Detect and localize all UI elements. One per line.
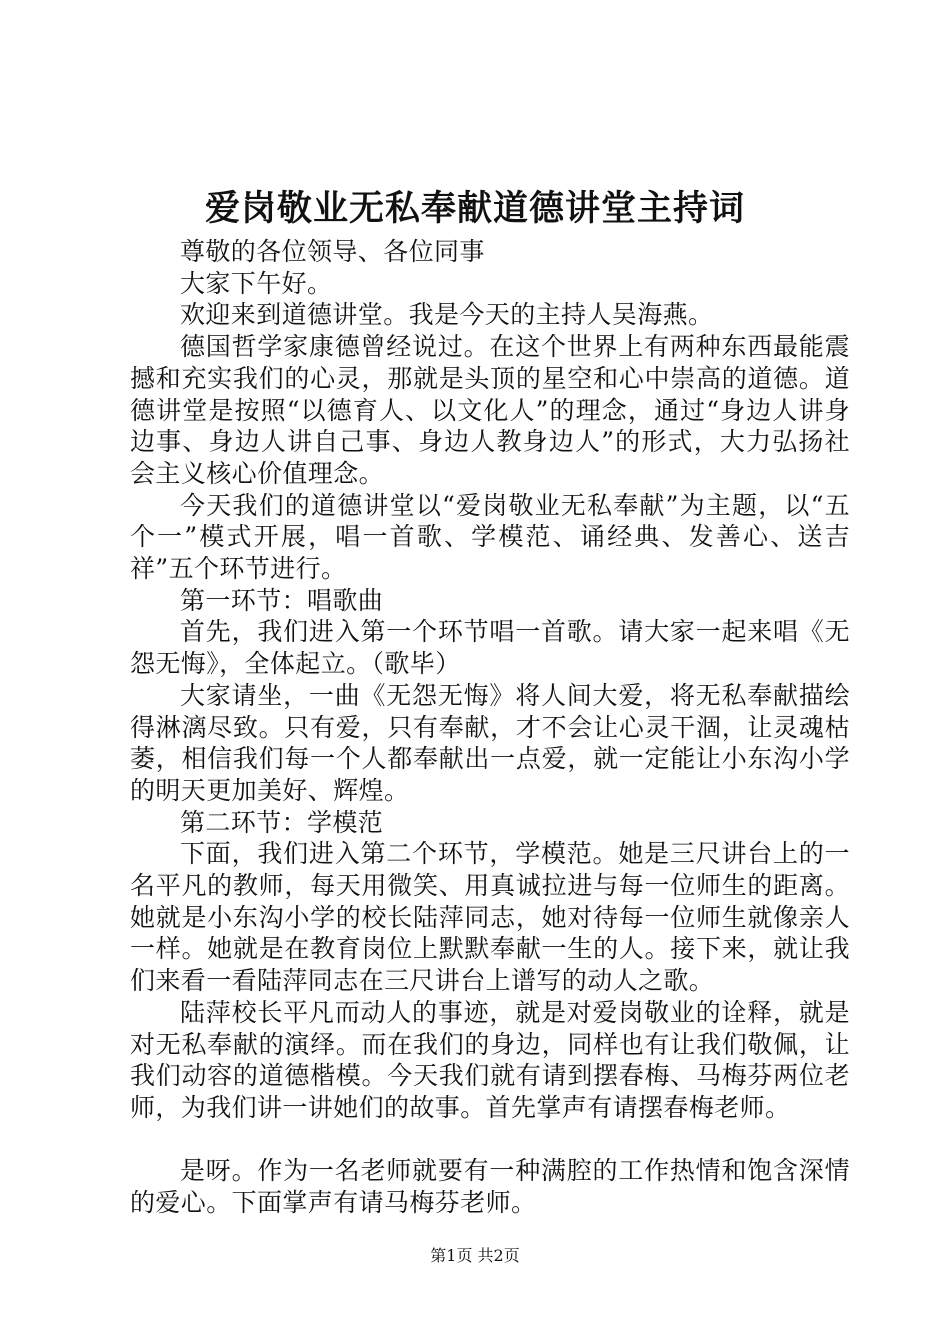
paragraph-song-intro: 首先，我们进入第一个环节唱一首歌。请大家一起来唱《无怨无悔》，全体起立。（歌毕） <box>130 617 850 679</box>
paragraph-welcome: 欢迎来到道德讲堂。我是今天的主持人吴海燕。 <box>180 300 714 330</box>
paragraph-theme: 今天我们的道德讲堂以“爱岗敬业无私奉献”为主题，以“五个一”模式开展，唱一首歌、学模范、诵经典、发善心、送吉祥”五个环节进行。 <box>130 490 850 584</box>
page-number-footer: 第1页 共2页 <box>430 1246 520 1265</box>
paragraph-song-after: 大家请坐，一曲《无怨无悔》将人间大爱，将无私奉献描绘得淋漓尽致。只有爱，只有奉献，才不会让心灵干涸，让灵魂枯萎，相信我们每一个人都奉献出一点爱，就一定能让小东沟小学的明天更加美好、辉煌。 <box>130 680 850 805</box>
paragraph-hello: 大家下午好。 <box>180 268 333 298</box>
document-body <box>130 236 850 1219</box>
paragraph-model-intro: 下面，我们进入第二个环节，学模范。她是三尺讲台上的一名平凡的教师，每天用微笑、用真诚拉进与每一位师生的距离。她就是小东沟小学的校长陆萍同志，她对待每一位师生就像亲人一样。她就是在教育岗位上默默奉献一生的人。接下来，就让我们来看一看陆萍同志在三尺讲台上谱写的动人之歌。 <box>130 839 850 996</box>
section-heading-1: 第一环节：唱歌曲 <box>180 585 384 615</box>
paragraph-closing: 是呀。作为一名老师就要有一种满腔的工作热情和饱含深情的爱心。下面掌声有请马梅芬老师。 <box>130 1156 850 1218</box>
paragraph-model-story: 陆萍校长平凡而动人的事迹，就是对爱岗敬业的诠释，就是对无私奉献的演绎。而在我们的身边，同样也有让我们敬佩，让我们动容的道德楷模。今天我们就有请到摆春梅、马梅芬两位老师，为我们讲一讲她们的故事。首先掌声有请摆春梅老师。 <box>130 997 850 1122</box>
paragraph-greeting: 尊敬的各位领导、各位同事 <box>180 237 485 266</box>
document-title: 爱岗敬业无私奉献道德讲堂主持词 <box>204 188 745 229</box>
paragraph-kant-quote: 德国哲学家康德曾经说过。在这个世界上有两种东西最能震撼和充实我们的心灵，那就是头顶的星空和心中崇高的道德。道德讲堂是按照“以德育人、以文化人”的理念，通过“身边人讲身边事、身边人讲自己事、身边人教身边人”的形式，大力弘扬社会主义核心价值理念。 <box>130 332 850 488</box>
section-heading-2: 第二环节：学模范 <box>180 807 384 837</box>
